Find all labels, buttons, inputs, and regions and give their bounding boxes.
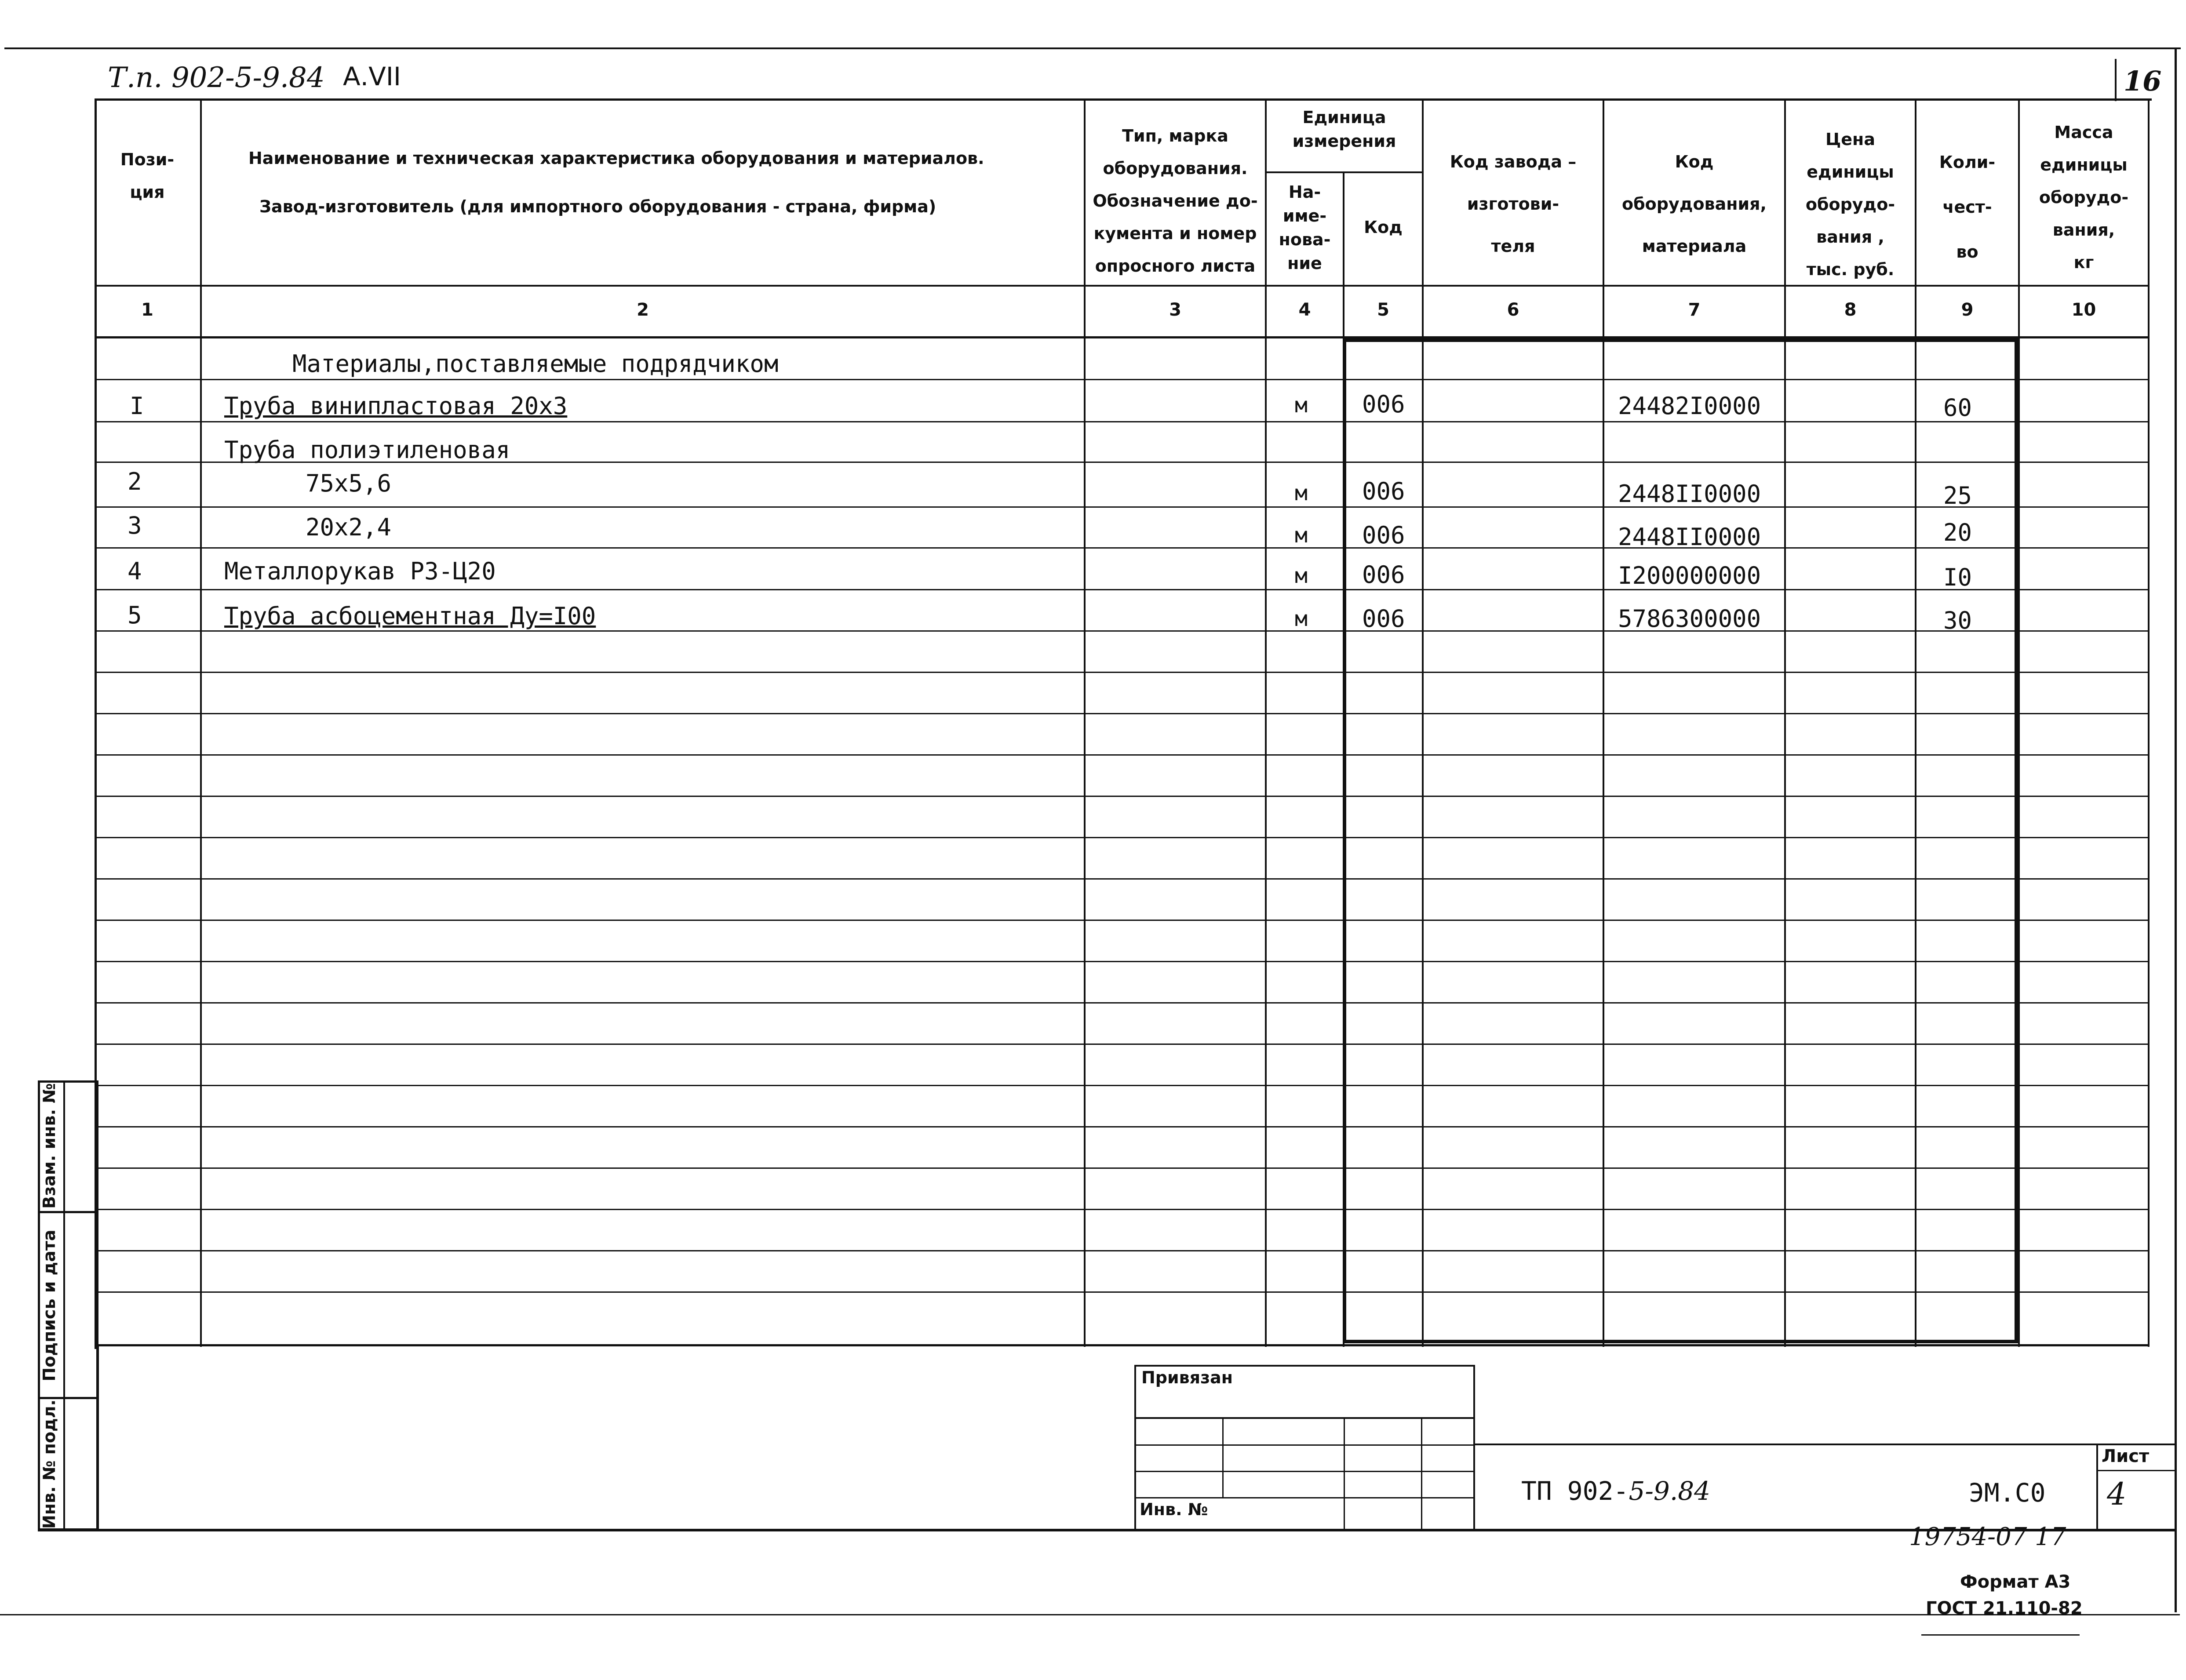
row-quantity: 60 [1943,394,1972,422]
row-code: 2448II0000 [1618,480,1761,508]
column-number: 6 [1507,300,1519,320]
col-line-10 [2148,98,2150,1347]
row-position: 5 [128,601,142,629]
row-name: Труба винипластовая 20х3 [224,392,568,420]
row-unit: м [1295,481,1308,505]
row-unit-code: 006 [1362,561,1405,589]
column-number: 4 [1298,300,1311,320]
doc-code-printed: ТП 902- [1521,1476,1629,1506]
binding-row-line [1134,1444,1475,1446]
page-number: 16 [2124,65,2162,97]
binding-label: Привязан [1141,1368,1233,1387]
column-number: 8 [1844,300,1857,320]
header-unit-group: Единица измерения [1292,108,1396,151]
col-line-1 [200,98,202,1347]
row-unit: м [1295,607,1308,631]
header-mass: Масса единицы оборудо- вания, кг [2039,123,2129,272]
binding-col-line [1421,1417,1422,1530]
row-line [95,920,2150,921]
row-line [95,630,2150,632]
row-position: 2 [128,468,142,495]
header-equipment-code: Код оборудования, материала [1622,152,1767,256]
row-code: 5786300000 [1618,605,1761,633]
row-name: Металлорукав РЗ-Ц20 [224,557,496,585]
doc-code-handwritten: 5-9.84 [1629,1476,1711,1506]
column-number: 2 [637,300,649,320]
row-line [95,878,2150,880]
side-stamp-signature-date: Подпись и дата [40,1229,59,1382]
row-line [95,796,2150,797]
row-line [95,1044,2150,1045]
title-block-top-line [1475,1444,2176,1445]
gost-label: ГОСТ 21.110-82 [1926,1598,2083,1618]
column-number: 1 [141,300,153,320]
side-stamp-replace-inv: Взам. инв. № [40,1083,59,1209]
row-name: Труба асбоцементная Ду=I00 [224,602,596,630]
binding-row-line [1134,1471,1475,1472]
row-unit-code: 006 [1362,521,1405,549]
top-border-line [4,47,2181,49]
header-type: Тип, марка оборудования. Обозначение до- кумента и номер опросного листа [1093,126,1258,276]
row-line [95,672,2150,673]
header-position: Пози- ция [120,150,175,202]
album-number: А.VII [343,62,401,91]
col-line-3 [1265,98,1267,1347]
side-stamp-divider [63,1080,65,1531]
unit-group-divider [1265,171,1422,173]
row-unit: м [1295,393,1308,418]
row-quantity: 20 [1943,519,1972,546]
header-plant-code: Код завода – изготови- теля [1450,152,1577,256]
row-quantity: I0 [1943,564,1972,591]
row-name: Труба полиэтиленовая [224,436,510,464]
row-line [95,1344,2150,1346]
row-quantity: 30 [1943,607,1972,634]
row-unit-code: 006 [1362,477,1405,505]
column-number: 7 [1688,300,1701,320]
row-line [95,1167,2150,1169]
column-number: 10 [2071,300,2096,320]
binding-col-line [1222,1417,1224,1498]
row-line [95,589,2150,590]
row-line [95,1291,2150,1293]
bottom-trim-line [0,1614,2180,1615]
doc-code [1521,1476,1710,1506]
binding-inv-label: Инв. № [1140,1500,1208,1519]
row-unit-code: 006 [1362,390,1405,418]
right-border-line [2175,47,2177,1612]
row-line [95,1002,2150,1004]
column-number: 5 [1377,300,1389,320]
archive-number: 19754-07 17 [1909,1523,2066,1551]
row-line [95,421,2150,422]
col-line-2 [1084,98,1086,1347]
row-unit-code: 006 [1362,605,1405,633]
row-line [95,506,2150,508]
doc-mark: ЭМ.С0 [1969,1478,2046,1508]
row-position: I [130,392,144,420]
row-line [95,1126,2150,1127]
col-line-9 [2018,98,2020,1347]
sheet-label: Лист [2102,1446,2150,1466]
row-name: 20х2,4 [306,513,392,541]
row-position: 3 [128,512,142,539]
drawing-left-line [97,1344,99,1531]
row-line [95,1085,2150,1086]
row-line [95,379,2150,380]
binding-row-line [1134,1497,1475,1498]
header-name-line2: Завод-изготовитель (для импортного оборудования - страна, фирма) [259,197,936,216]
binding-col-line [1344,1417,1345,1530]
sheet-number: 4 [2107,1476,2127,1512]
drawing-bottom-line [38,1529,2176,1531]
header-unit-code: Код [1364,218,1403,237]
row-line [95,754,2150,756]
side-stamp-original-inv: Инв. № подл. [40,1399,59,1529]
row-code: I200000000 [1618,562,1761,589]
row-position: 4 [128,557,142,585]
row-code: 2448II0000 [1618,523,1761,551]
row-unit: м [1295,564,1308,588]
section-title: Материалы,поставляемые подрядчиком [292,350,779,378]
column-number: 9 [1961,300,1974,320]
row-unit: м [1295,523,1308,548]
row-line [95,1250,2150,1251]
row-line [95,547,2150,549]
column-number: 3 [1169,300,1181,320]
row-code: 24482I0000 [1618,392,1761,420]
row-line [95,713,2150,714]
format-label: Формат А3 [1960,1572,2071,1592]
row-quantity: 25 [1943,482,1972,509]
row-line [95,1209,2150,1210]
footer-short-line [1921,1634,2080,1636]
row-line [95,837,2150,838]
row-name: 75х5,6 [306,469,392,497]
row-line [95,961,2150,962]
header-name-line1: Наименование и техническая характеристика оборудования и материалов. [248,149,984,168]
sheet-top-code: Т.п. 902-5-9.84 [108,62,325,94]
sheet-number-divider [2096,1470,2176,1471]
header-unit-name: На- име- нова- ние [1279,182,1331,273]
header-price: Цена единицы оборудо- вания , тыс. руб. [1805,130,1895,279]
binding-row-line [1134,1417,1475,1419]
header-quantity: Коли- чест- во [1939,153,1996,262]
